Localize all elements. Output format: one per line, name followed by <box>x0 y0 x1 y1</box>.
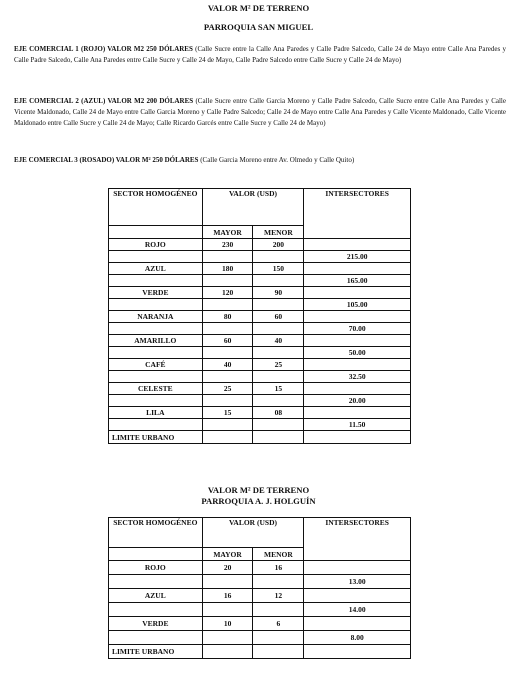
col-sector-header: SECTOR HOMOGÉNEO <box>109 518 203 548</box>
table-row <box>109 617 411 631</box>
empty-cell <box>109 347 203 359</box>
table-row <box>109 359 411 371</box>
commercial-axis-1 <box>14 44 506 66</box>
empty-cell <box>109 548 203 561</box>
empty-cell <box>253 347 304 359</box>
sector-name: CAFÉ <box>109 359 203 371</box>
value-mayor: 20 <box>202 561 253 575</box>
empty-cell <box>304 561 411 575</box>
empty-cell <box>109 395 203 407</box>
empty-cell <box>253 603 304 617</box>
table-row <box>109 263 411 275</box>
axis-description: (Calle Sucre entre la Calle Ana Paredes y Calle Padre Salcedo, Calle 24 de Mayo entre Calle Ana Paredes y Calle Padre Salcedo, Calle Ana Paredes entre Calle Sucre y Calle 24 de Mayo, Calle Padre Salcedo entre Calle Sucre y Calle 24 de Mayo) <box>14 45 506 64</box>
axis-description: (Calle Garcia Moreno entre Av. Olmedo y Calle Quito) <box>198 156 355 164</box>
axis-description: (Calle Sucre entre Calle Garcia Moreno y Calle Padre Salcedo, Calle Sucre entre Calle Ana Paredes y Calle Vicente Maldonado, Calle 24 de Mayo entre Calle Garcia Moreno y Calle Padre Salcedo; Calle 24 de Mayo entre Calle Ana Paredes y Calle Vicente Maldonado, Calle Vicente Maldonado entre Calle Sucre y Calle 24 de Mayo; Calle Ricardo Garcés entre Calle Sucre y Calle 24 de Mayo) <box>14 97 506 127</box>
empty-cell <box>202 347 253 359</box>
empty-cell <box>304 311 411 323</box>
intersector-value: 20.00 <box>304 395 411 407</box>
limit-row <box>109 645 411 659</box>
value-menor: 08 <box>253 407 304 419</box>
empty-cell <box>202 575 253 589</box>
empty-cell <box>253 645 304 659</box>
value-menor: 16 <box>253 561 304 575</box>
sector-name: ROJO <box>109 239 203 251</box>
table-row <box>109 311 411 323</box>
intersector-row <box>109 251 411 263</box>
intersector-value: 70.00 <box>304 323 411 335</box>
intersector-value: 13.00 <box>304 575 411 589</box>
table-header-row <box>109 518 411 548</box>
empty-cell <box>304 589 411 603</box>
axis-heading: EJE COMERCIAL 2 (AZUL) VALOR M2 200 DÓLARES <box>14 97 194 105</box>
land-value-table-holguin <box>108 517 411 659</box>
empty-cell <box>202 431 253 444</box>
empty-cell <box>253 431 304 444</box>
table-row <box>109 335 411 347</box>
table-row <box>109 407 411 419</box>
intersector-row <box>109 631 411 645</box>
empty-cell <box>109 226 203 239</box>
empty-cell <box>253 419 304 431</box>
intersector-value: 105.00 <box>304 299 411 311</box>
intersector-row <box>109 575 411 589</box>
parish-title: PARROQUIA SAN MIGUEL <box>203 22 314 32</box>
axis-heading: EJE COMERCIAL 1 (ROJO) VALOR M2 250 DÓLARES <box>14 45 193 53</box>
empty-cell <box>202 645 253 659</box>
intersector-value: 11.50 <box>304 419 411 431</box>
empty-cell <box>304 335 411 347</box>
empty-cell <box>202 395 253 407</box>
intersector-value: 165.00 <box>304 275 411 287</box>
sector-name: AZUL <box>109 589 203 603</box>
empty-cell <box>109 323 203 335</box>
empty-cell <box>304 287 411 299</box>
axis-heading: EJE COMERCIAL 3 (ROSADO) VALOR M² 250 DÓLARES <box>14 156 199 164</box>
sector-name: LILA <box>109 407 203 419</box>
empty-cell <box>202 251 253 263</box>
empty-cell <box>253 275 304 287</box>
table-row <box>109 589 411 603</box>
empty-cell <box>109 251 203 263</box>
table-row <box>109 561 411 575</box>
value-menor: 25 <box>253 359 304 371</box>
empty-cell <box>109 371 203 383</box>
empty-cell <box>304 359 411 371</box>
table-header-row <box>109 189 411 226</box>
intersector-value: 14.00 <box>304 603 411 617</box>
value-mayor: 80 <box>202 311 253 323</box>
empty-cell <box>253 371 304 383</box>
empty-cell <box>202 419 253 431</box>
doc-title-2: VALOR M² DE TERRENO <box>207 485 310 495</box>
value-mayor: 120 <box>202 287 253 299</box>
sector-name: VERDE <box>109 617 203 631</box>
value-mayor: 40 <box>202 359 253 371</box>
empty-cell <box>253 251 304 263</box>
empty-cell <box>109 631 203 645</box>
empty-cell <box>304 239 411 251</box>
empty-cell <box>202 275 253 287</box>
sector-name: NARANJA <box>109 311 203 323</box>
land-value-table-san-miguel <box>108 188 411 444</box>
col-menor-header: MENOR <box>253 226 304 239</box>
sector-name: VERDE <box>109 287 203 299</box>
col-valor-header: VALOR (USD) <box>202 189 304 226</box>
sector-name: AZUL <box>109 263 203 275</box>
intersector-row <box>109 347 411 359</box>
empty-cell <box>109 299 203 311</box>
col-sector-header: SECTOR HOMOGÉNEO <box>109 189 203 226</box>
intersector-row <box>109 323 411 335</box>
intersector-value: 8.00 <box>304 631 411 645</box>
commercial-axis-3 <box>14 155 506 166</box>
col-mayor-header: MAYOR <box>202 548 253 561</box>
value-menor: 6 <box>253 617 304 631</box>
commercial-axis-2 <box>14 96 506 128</box>
value-menor: 12 <box>253 589 304 603</box>
empty-cell <box>304 407 411 419</box>
value-menor: 200 <box>253 239 304 251</box>
empty-cell <box>202 631 253 645</box>
value-mayor: 60 <box>202 335 253 347</box>
table-row <box>109 287 411 299</box>
col-intersectores-header: INTERSECTORES <box>304 518 411 561</box>
intersector-value: 215.00 <box>304 251 411 263</box>
empty-cell <box>109 419 203 431</box>
empty-cell <box>304 431 411 444</box>
value-mayor: 180 <box>202 263 253 275</box>
value-mayor: 230 <box>202 239 253 251</box>
col-valor-header: VALOR (USD) <box>202 518 304 548</box>
value-menor: 150 <box>253 263 304 275</box>
value-mayor: 10 <box>202 617 253 631</box>
parish-title-2: PARROQUIA A. J. HOLGUÍN <box>201 496 316 506</box>
empty-cell <box>253 323 304 335</box>
empty-cell <box>253 575 304 589</box>
value-mayor: 16 <box>202 589 253 603</box>
intersector-row <box>109 419 411 431</box>
empty-cell <box>109 603 203 617</box>
empty-cell <box>109 275 203 287</box>
intersector-row <box>109 299 411 311</box>
value-menor: 15 <box>253 383 304 395</box>
limit-row <box>109 431 411 444</box>
empty-cell <box>253 299 304 311</box>
sector-name: AMARILLO <box>109 335 203 347</box>
value-mayor: 25 <box>202 383 253 395</box>
intersector-row <box>109 371 411 383</box>
intersector-row <box>109 275 411 287</box>
value-menor: 90 <box>253 287 304 299</box>
empty-cell <box>253 631 304 645</box>
table-row <box>109 383 411 395</box>
table-row <box>109 239 411 251</box>
empty-cell <box>304 645 411 659</box>
urban-limit-label: LIMITE URBANO <box>109 645 203 659</box>
empty-cell <box>109 575 203 589</box>
sector-name: ROJO <box>109 561 203 575</box>
intersector-row <box>109 395 411 407</box>
empty-cell <box>202 603 253 617</box>
empty-cell <box>304 383 411 395</box>
empty-cell <box>304 263 411 275</box>
empty-cell <box>253 395 304 407</box>
doc-title: VALOR M² DE TERRENO <box>207 3 310 13</box>
value-mayor: 15 <box>202 407 253 419</box>
intersector-row <box>109 603 411 617</box>
intersector-value: 32.50 <box>304 371 411 383</box>
intersector-value: 50.00 <box>304 347 411 359</box>
urban-limit-label: LIMITE URBANO <box>109 431 203 444</box>
col-intersectores-header: INTERSECTORES <box>304 189 411 239</box>
empty-cell <box>304 617 411 631</box>
col-mayor-header: MAYOR <box>202 226 253 239</box>
col-menor-header: MENOR <box>253 548 304 561</box>
value-menor: 60 <box>253 311 304 323</box>
value-menor: 40 <box>253 335 304 347</box>
empty-cell <box>202 299 253 311</box>
empty-cell <box>202 371 253 383</box>
sector-name: CELESTE <box>109 383 203 395</box>
empty-cell <box>202 323 253 335</box>
